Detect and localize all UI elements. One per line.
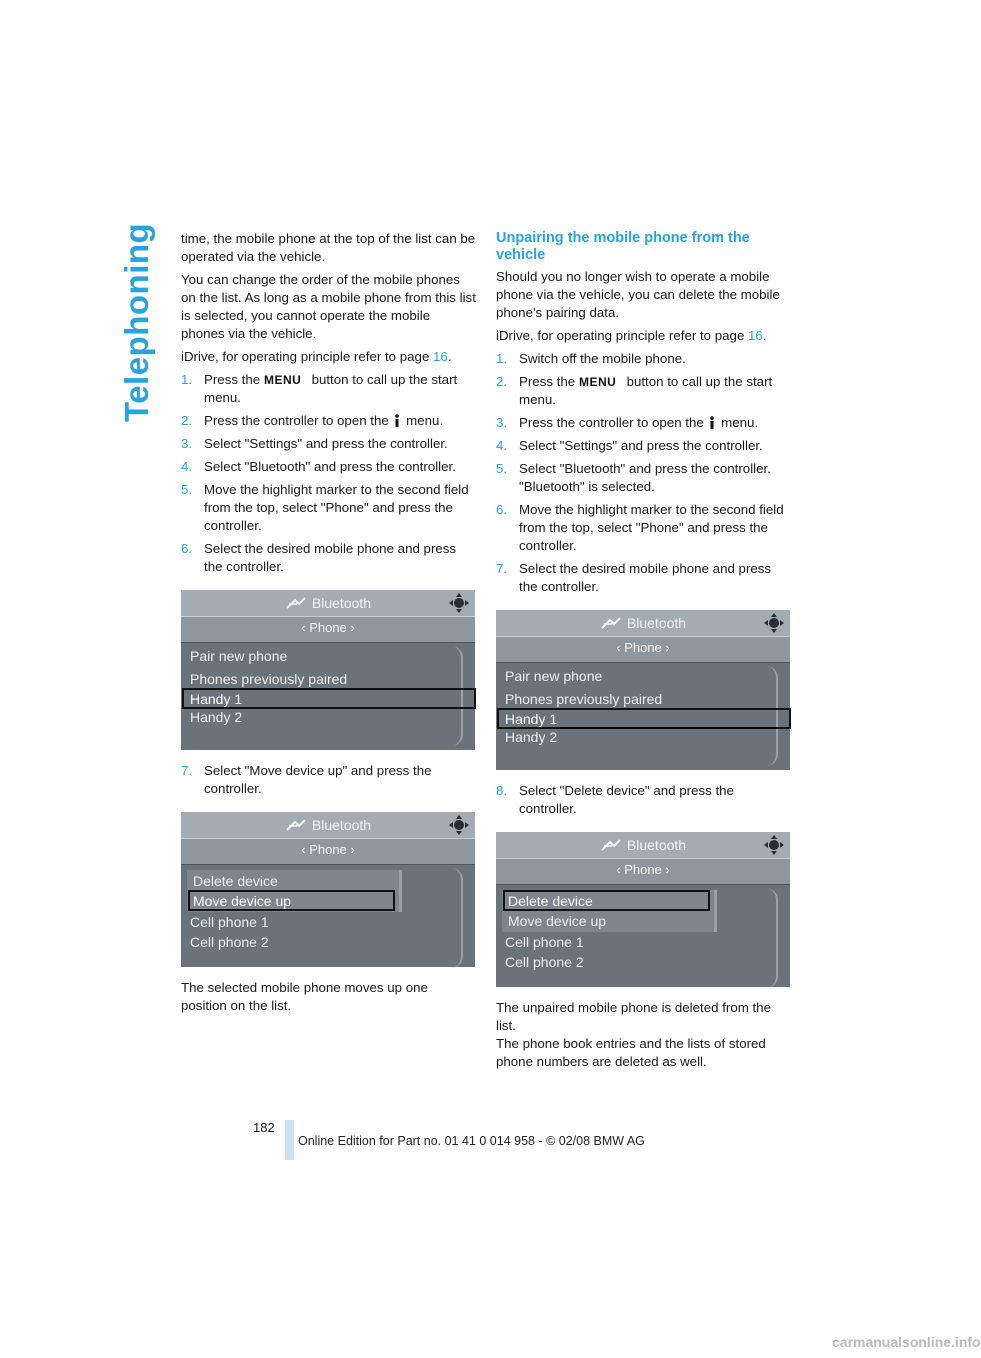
step: 1. Switch off the mobile phone. bbox=[496, 351, 686, 366]
list-item: Phones previously paired bbox=[505, 691, 663, 707]
bluetooth-icon bbox=[600, 616, 622, 630]
list-item: Handy 2 bbox=[505, 729, 558, 745]
info-icon bbox=[392, 414, 402, 427]
right-column bbox=[496, 230, 791, 1076]
controller-icon bbox=[449, 593, 469, 613]
list-item: Cell phone 1 bbox=[190, 914, 269, 930]
screenshot-delete-device: Bluetooth ‹ Phone › Delete device Move device up Cell phone 1 Cell phone 2 bbox=[496, 832, 790, 987]
step: 4. Select "Bluetooth" and press the controller. bbox=[181, 459, 456, 474]
bluetooth-icon bbox=[600, 838, 622, 852]
svg-text:MENU: MENU bbox=[263, 373, 302, 387]
step: 1. Press the MENU button to call up the start menu. bbox=[181, 372, 458, 405]
paragraph: Should you no longer wish to operate a mobile phone via the vehicle, you can delete the mobile phone's pairing data. bbox=[496, 269, 780, 320]
popup-item: Move device up bbox=[508, 913, 607, 929]
list-item: Pair new phone bbox=[190, 648, 288, 664]
footer-accent bbox=[285, 1120, 294, 1160]
step: 4. Select "Settings" and press the controller. bbox=[496, 438, 763, 453]
idrive-reference: iDrive, for operating principle refer to page 16. bbox=[496, 328, 767, 343]
left-column bbox=[181, 230, 476, 1020]
paragraph: You can change the order of the mobile phones on the list. As long as a mobile phone from this list is selected, you cannot operate the mobile phones via the vehicle. bbox=[181, 272, 476, 341]
step: 5. Move the highlight marker to the second field from the top, select "Phone" and press the controller. bbox=[181, 482, 469, 533]
step: 6. Select the desired mobile phone and press the controller. bbox=[181, 541, 457, 574]
controller-icon bbox=[449, 815, 469, 835]
controller-icon bbox=[764, 835, 784, 855]
step: 2. Press the controller to open the menu. bbox=[181, 413, 444, 428]
step: 7. Select the desired mobile phone and press the controller. bbox=[496, 561, 772, 594]
step: 3. Press the controller to open the menu. bbox=[496, 415, 759, 430]
list-item: Handy 1 bbox=[505, 711, 558, 727]
list-item: Cell phone 1 bbox=[505, 934, 584, 950]
watermark: carmanualsonline.info bbox=[832, 1334, 981, 1350]
step: 6. Move the highlight marker to the second field from the top, select "Phone" and press the controller. bbox=[496, 502, 784, 553]
list-item: Handy 1 bbox=[190, 691, 243, 707]
step: 5. Select "Bluetooth" and press the controller. "Bluetooth" is selected. bbox=[496, 461, 771, 494]
conclusion: The selected mobile phone moves up one position on the list. bbox=[181, 980, 428, 1013]
info-icon bbox=[707, 416, 717, 429]
controller-icon bbox=[764, 613, 784, 633]
footer-text: Online Edition for Part no. 01 41 0 014 958 - © 02/08 BMW AG bbox=[298, 1134, 645, 1148]
screenshot-phone-list: Bluetooth ‹ Phone › Pair new phone Phones previously paired Handy 1 Handy 2 bbox=[496, 610, 790, 770]
svg-text:MENU: MENU bbox=[578, 375, 617, 389]
list-item: Handy 2 bbox=[190, 709, 243, 725]
list-item: Cell phone 2 bbox=[505, 954, 584, 970]
menu-button-icon bbox=[264, 373, 308, 385]
menu-button-icon bbox=[579, 375, 623, 387]
list-item: Cell phone 2 bbox=[190, 934, 269, 950]
step: 3. Select "Settings" and press the controller. bbox=[181, 436, 448, 451]
idrive-reference: iDrive, for operating principle refer to page 16. bbox=[181, 349, 452, 364]
section-heading: Unpairing the mobile phone from the vehicle bbox=[496, 230, 750, 263]
popup-item: Delete device bbox=[508, 893, 593, 909]
paragraph: time, the mobile phone at the top of the list can be operated via the vehicle. bbox=[181, 231, 476, 264]
list-item: Pair new phone bbox=[505, 668, 603, 684]
popup-item: Move device up bbox=[193, 893, 292, 909]
screenshot-phone-list: Bluetooth ‹ Phone › Pair new phone Phones previously paired Handy 1 Handy 2 bbox=[181, 590, 475, 750]
step: 2. Press the MENU button to call up the start menu. bbox=[496, 374, 773, 407]
bluetooth-icon bbox=[285, 596, 307, 610]
bluetooth-icon bbox=[285, 818, 307, 832]
popup-item: Delete device bbox=[193, 873, 278, 889]
step: 8. Select "Delete device" and press the controller. bbox=[496, 783, 734, 816]
conclusion: The unpaired mobile phone is deleted from the list. bbox=[496, 1000, 771, 1033]
page-number: 182 bbox=[253, 1120, 275, 1135]
conclusion: The phone book entries and the lists of stored phone numbers are deleted as well. bbox=[496, 1036, 766, 1069]
list-item: Phones previously paired bbox=[190, 671, 348, 687]
screenshot-move-device: Bluetooth ‹ Phone › Delete device Move device up Cell phone 1 Cell phone 2 bbox=[181, 812, 475, 967]
step: 7. Select "Move device up" and press the controller. bbox=[181, 763, 432, 796]
page-link[interactable]: 16 bbox=[433, 349, 448, 364]
section-title: Telephoning bbox=[118, 222, 155, 422]
page-link[interactable]: 16 bbox=[748, 328, 763, 343]
